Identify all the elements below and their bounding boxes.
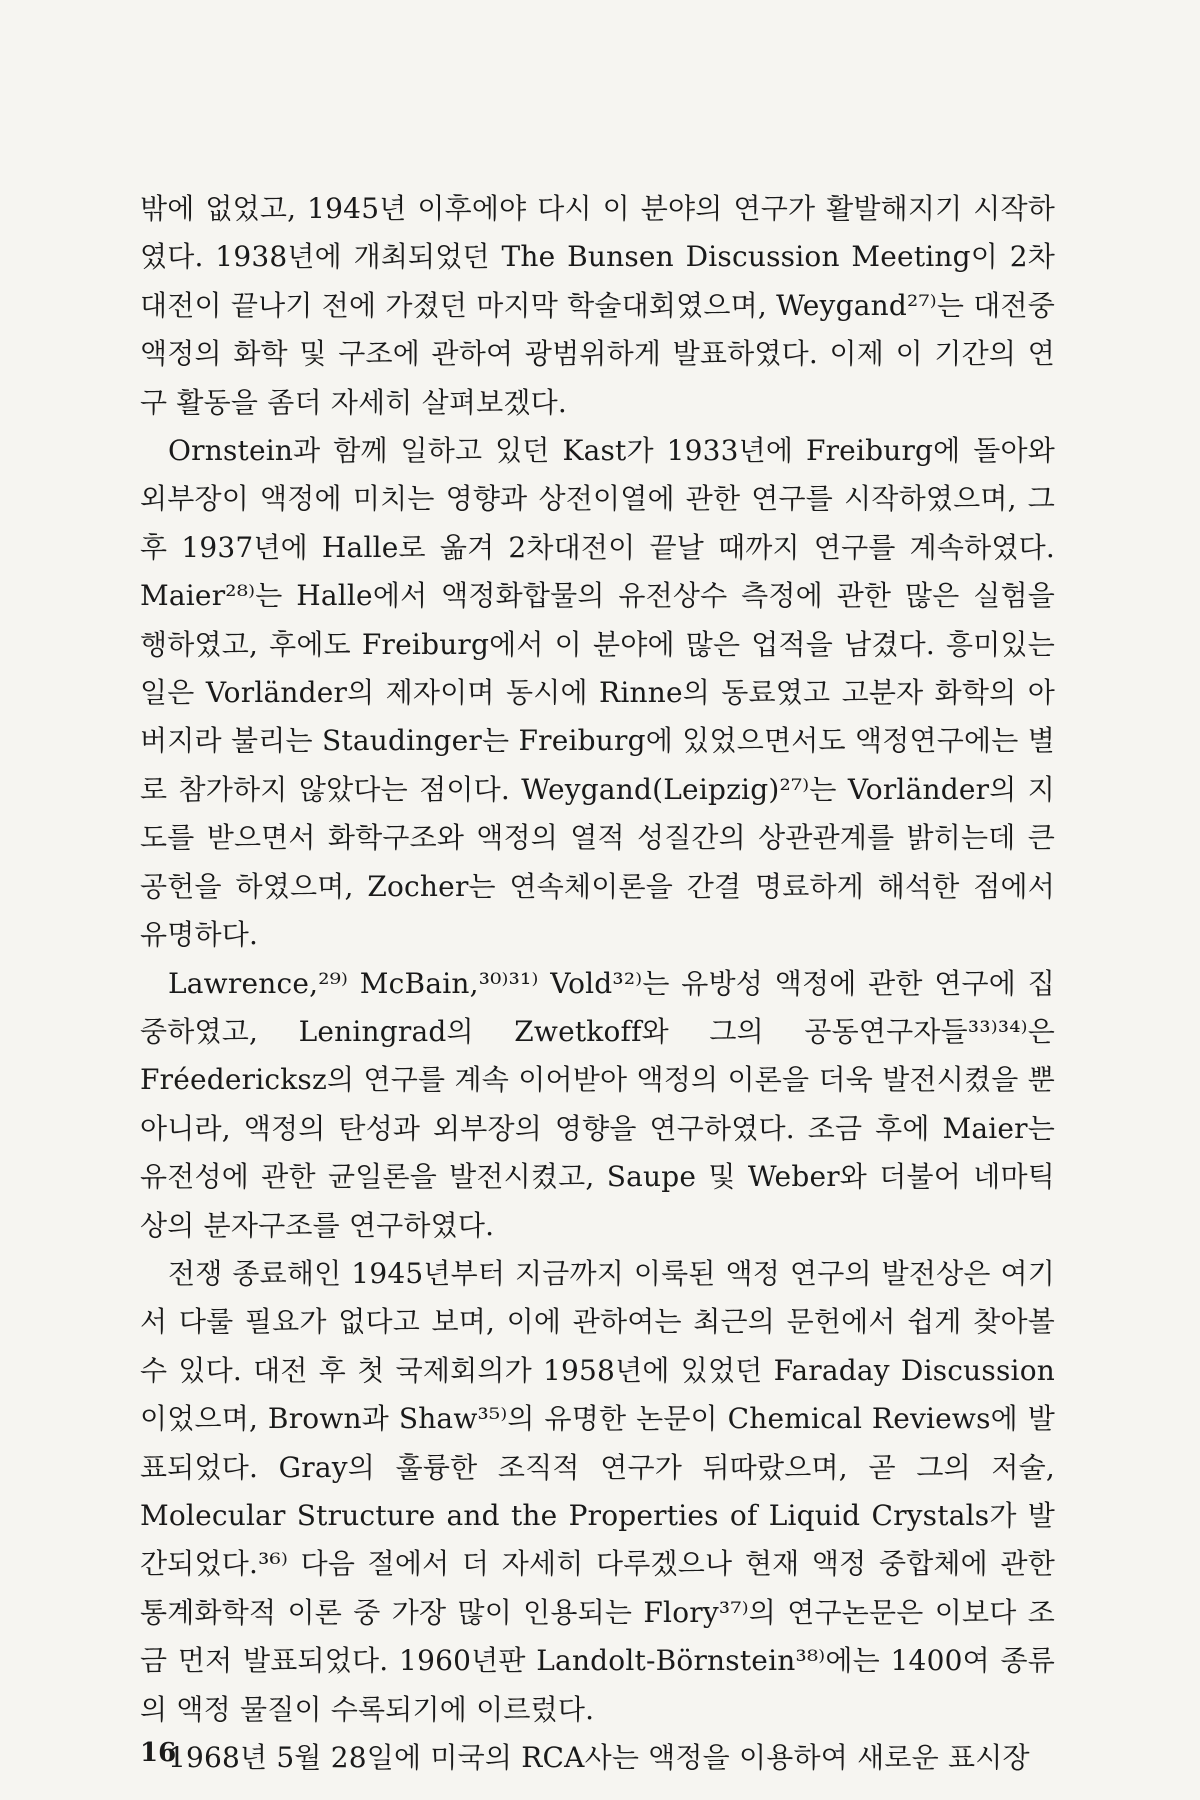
- paragraph-1: 밖에 없었고, 1945년 이후에야 다시 이 분야의 연구가 활발해지기 시작하였다. 1938년에 개최되었던 The Bunsen Discussion Meeting이 2차대전이 끝나기 전에 가졌던 마지막 학술대회였으며, Weygand²⁷⁾는 대전중 액정의 화학 및 구조에 관하여 광범위하게 발표하였다. 이제 이 기간의 연구 활동을 좀더 자세히 살펴보겠다.: [140, 192, 1055, 419]
- paragraph-5: 1968년 5월 28일에 미국의 RCA사는 액정을 이용하여 새로운 표시장: [168, 1741, 1030, 1774]
- paragraph-2: Ornstein과 함께 일하고 있던 Kast가 1933년에 Freiburg에 돌아와 외부장이 액정에 미치는 영향과 상전이열에 관한 연구를 시작하였으며, 그후 1937년에 Halle로 옮겨 2차대전이 끝날 때까지 연구를 계속하였다. Maier²⁸⁾는 Halle에서 액정화합물의 유전상수 측정에 관한 많은 실험을 행하였고, 후에도 Freiburg에서 이 분야에 많은 업적을 남겼다. 흥미있는 일은 Vorländer의 제자이며 동시에 Rinne의 동료였고 고분자 화학의 아버지라 불리는 Staudinger는 Freiburg에 있었으면서도 액정연구에는 별로 참가하지 않았다는 점이다. Weygand(Leipzig)²⁷⁾는 Vorländer의 지도를 받으면서 화학구조와 액정의 열적 성질간의 상관관계를 밝히는데 큰 공헌을 하였으며, Zocher는 연속체이론을 간결 명료하게 해석한 점에서 유명하다.: [140, 434, 1055, 952]
- paragraph-3: Lawrence,²⁹⁾ McBain,³⁰⁾³¹⁾ Vold³²⁾는 유방성 액정에 관한 연구에 집중하였고, Leningrad의 Zwetkoff와 그의 공동연구자들³³⁾³⁴⁾은 Fréedericksz의 연구를 계속 이어받아 액정의 이론을 더욱 발전시켰을 뿐 아니라, 액정의 탄성과 외부장의 영향을 연구하였다. 조금 후에 Maier는 유전성에 관한 균일론을 발전시켰고, Saupe 및 Weber와 더불어 네마틱상의 분자구조를 연구하였다.: [140, 966, 1055, 1242]
- paragraph-4: 전쟁 종료해인 1945년부터 지금까지 이룩된 액정 연구의 발전상은 여기서 다룰 필요가 없다고 보며, 이에 관하여는 최근의 문헌에서 쉽게 찾아볼 수 있다. 대전 후 첫 국제회의가 1958년에 있었던 Faraday Discussion이었으며, Brown과 Shaw³⁵⁾의 유명한 논문이 Chemical Reviews에 발표되었다. Gray의 훌륭한 조직적 연구가 뒤따랐으며, 곧 그의 저술, Molecular Structure and the Properties of Liquid Crystals가 발간되었다.³⁶⁾ 다음 절에서 더 자세히 다루겠으나 현재 액정 중합체에 관한 통계화학적 이론 중 가장 많이 인용되는 Flory³⁷⁾의 연구논문은 이보다 조금 먼저 발표되었다. 1960년판 Landolt-Börnstein³⁸⁾에는 1400여 종류의 액정 물질이 수록되기에 이르렀다.: [140, 1256, 1055, 1726]
- body-text: [140, 185, 1055, 1782]
- page-number: 16: [140, 1738, 177, 1768]
